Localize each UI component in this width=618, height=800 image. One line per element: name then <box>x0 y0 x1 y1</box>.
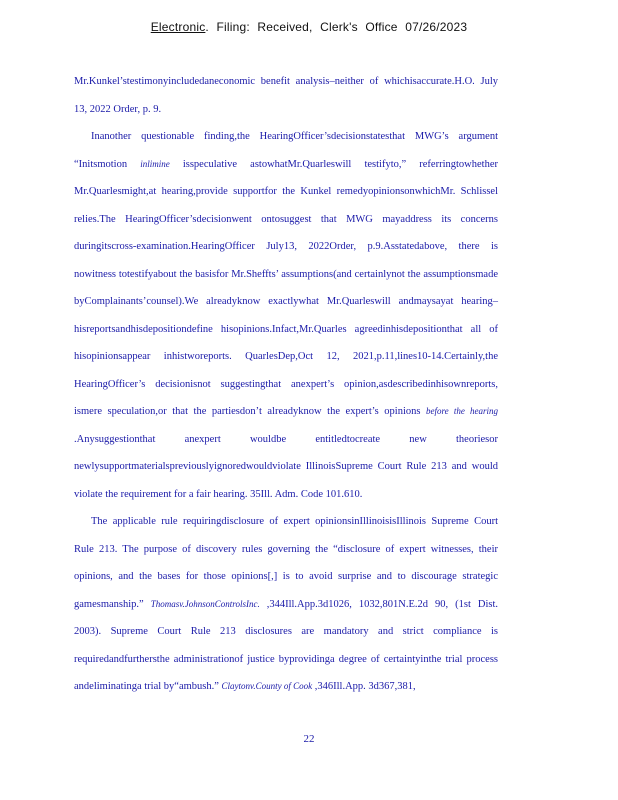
filing-header-electronic: Electronic <box>150 20 206 34</box>
paragraph-1 <box>74 68 498 123</box>
paragraph-1-text: Mr.Kunkel’stestimonyincludedaneconomic benefit analysis–neither of whichisaccurate.H.O. July 13, 2022 Order, p. 9. <box>74 76 498 115</box>
citation-before-the-hearing: before the hearing <box>426 406 498 416</box>
citation-thomas-v-johnson: Thomasv.JohnsonControlsInc. <box>150 598 260 609</box>
paragraph-2-text-b: isspeculative astowhatMr.Quarleswill testifyto,” referringtowhether Mr.Quarlesmight,at hearing,provide supportfor the Kunkel remedyopinionsonwhichMr. Schlissel relies.The HearingOfficer’sdecisionwent ontosuggest that MWG mayaddress its concerns duringitscross-examination.HearingOfficer July13, 2022Order, p.9.Asstatedabove, there is nowitness totestifyabout the basisfor Mr.Sheffts’ assumptions(and certainlynot the assumptionsmade byComplainants’counsel).We alreadyknow exactlywhat Mr.Quarleswill andmaysayat hearing–hisreportsandhisdepositiondefine hisopinions.Infact,Mr.Quarles agreedinhisdepositionthat all of hisopinionsappear inhistworeports. QuarlesDep,Oct 12, 2021,p.11,lines10-14.Certainly,the HearingOfficer’s decisionisnot suggestingthat anexpert’s opinion,asdescribedinhisownreports, ismere speculation,or that the partiesdon’t alreadyknow the expert’s opinions <box>74 158 498 417</box>
paragraph-2 <box>74 123 498 508</box>
paragraph-2-text-a: Inanother questionable finding,the HearingOfficer’sdecisionstatesthat MWG’s argument “Initsmotion <box>74 131 498 170</box>
paragraph-3-text-a: The applicable rule requiringdisclosure of expert opinionsinIllinoisisIllinois Supreme Court Rule 213. The purpose of discovery rules governing the “disclosure of expert witnesses, their opinions, and the bases for those opinions[,] is to avoid surprise and to discourage strategic gamesmanship.” <box>74 516 498 610</box>
citation-clayton-v-county: Claytonv.County of Cook <box>221 681 313 691</box>
citation-in-limine: inlimine <box>140 158 170 169</box>
paragraph-3 <box>74 508 498 701</box>
filing-header <box>0 20 618 34</box>
page-number: 22 <box>303 733 315 745</box>
paragraph-3-text-b: ,344Ill.App.3d1026, 1032,801N.E.2d 90, (1st Dist. 2003). Supreme Court Rule 213 disclosures are mandatory and strict compliance is requiredandfurthersthe administrationof justice byprovidinga degree of certaintyinthe trial process andeliminatinga trial by“ambush.” <box>74 598 498 692</box>
document-body <box>74 68 498 701</box>
paragraph-3-text-c: ,346Ill.App. 3d367,381, <box>312 681 416 692</box>
filing-header-rest: . Filing: Received, Clerk's Office 07/26/2023 <box>205 20 468 34</box>
paragraph-2-text-c: .Anysuggestionthat anexpert wouldbe entitledtocreate new theoriesor newlysupportmaterialspreviouslyignoredwouldviolate IllinoisSupreme Court Rule 213 and would violate the requirement for a fair hearing. 35Ill. Adm. Code 101.610. <box>74 433 498 500</box>
